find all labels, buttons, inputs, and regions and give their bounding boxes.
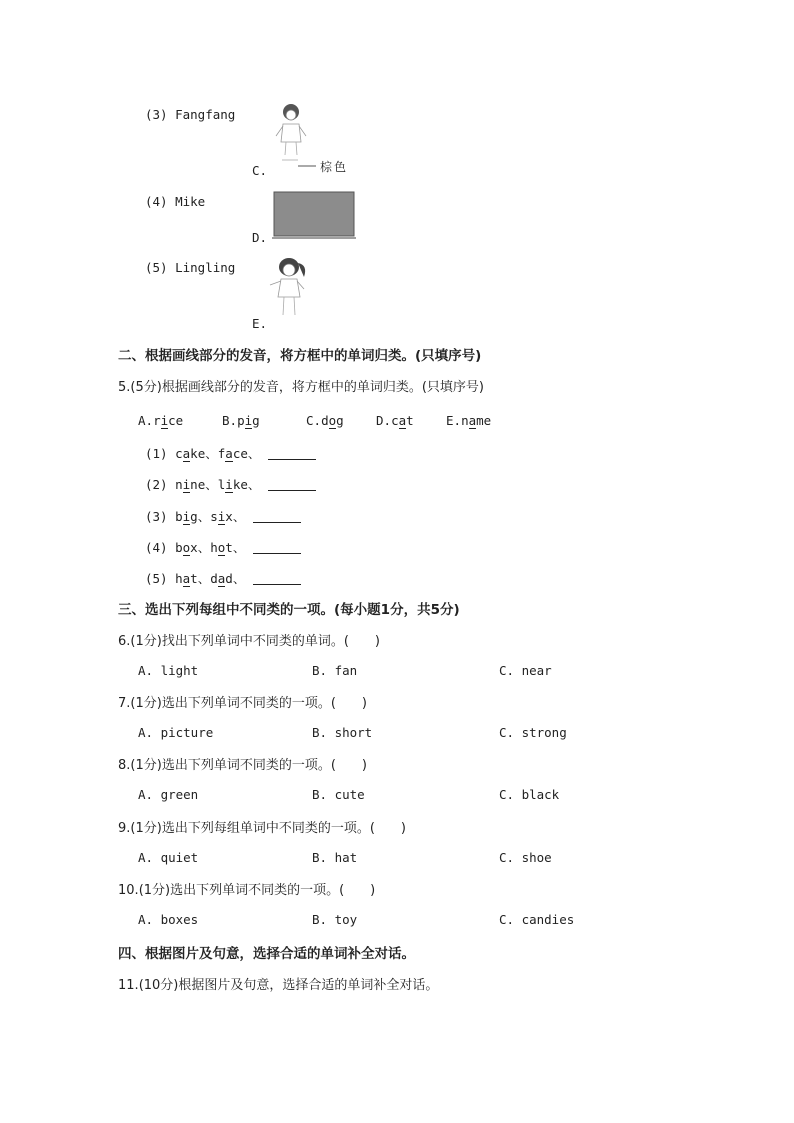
word-part: p xyxy=(237,413,245,428)
underlined-letter: o xyxy=(328,413,337,428)
question-number: 7. xyxy=(118,696,131,711)
match-item-3 xyxy=(145,107,235,122)
word-part: f xyxy=(217,446,226,461)
word-part: b xyxy=(175,509,183,524)
word-part: ke xyxy=(232,477,248,492)
item-number: (3) xyxy=(145,107,168,122)
section-2-heading: 二、根据画线部分的发音，将方框中的单词归类。(只填序号) xyxy=(118,348,482,364)
word-part: x xyxy=(225,509,233,524)
question-score: (1分) xyxy=(130,696,162,711)
row-number: (5) xyxy=(145,571,168,586)
underlined-letter: a xyxy=(182,571,191,586)
question-11 xyxy=(118,974,438,993)
choice-c[interactable]: C. black xyxy=(499,787,560,802)
question-text: 选出下列单词不同类的一项。( ) xyxy=(170,883,376,898)
question-score: (5分) xyxy=(130,380,162,395)
choice-b[interactable]: B. hat xyxy=(312,850,358,865)
underlined-letter: i xyxy=(244,413,253,428)
option-letter-d: D. xyxy=(252,230,268,245)
answer-blank[interactable] xyxy=(253,509,301,523)
choice-b[interactable]: B. cute xyxy=(312,787,365,802)
separator: 、 xyxy=(197,509,211,524)
row-number: (2) xyxy=(145,477,168,492)
row-number: (4) xyxy=(145,540,168,555)
choice-c[interactable]: C. shoe xyxy=(499,850,552,865)
word-part: r xyxy=(153,413,161,428)
separator: 、 xyxy=(247,446,261,461)
choice-a[interactable]: A. boxes xyxy=(138,912,199,927)
question-number: 9. xyxy=(118,821,131,836)
word-option-a xyxy=(138,413,183,428)
word-part: t xyxy=(225,540,233,555)
question-10 xyxy=(118,879,375,898)
choice-a[interactable]: A. green xyxy=(138,787,199,802)
item-number: (4) xyxy=(145,194,168,209)
option-label: E. xyxy=(446,413,462,428)
word-part: n xyxy=(461,413,469,428)
color-label: 棕色 xyxy=(320,160,349,174)
underlined-letter: a xyxy=(225,446,233,461)
word-part: b xyxy=(175,540,183,555)
row-number: (1) xyxy=(145,446,168,461)
classify-row-5 xyxy=(145,569,301,587)
underlined-letter: o xyxy=(182,540,191,555)
word-part: g xyxy=(336,413,344,428)
choice-c[interactable]: C. strong xyxy=(499,725,567,740)
classify-row-1 xyxy=(145,444,316,462)
classify-row-2 xyxy=(145,475,316,493)
word-part: c xyxy=(175,446,183,461)
word-part: t xyxy=(190,571,198,586)
word-part: d xyxy=(225,571,233,586)
separator: 、 xyxy=(197,571,211,586)
word-part: me xyxy=(476,413,492,428)
question-text: 选出下列每组单词中不同类的一项。( ) xyxy=(161,821,406,836)
choice-b[interactable]: B. short xyxy=(312,725,373,740)
section-3-heading: 三、选出下列每组中不同类的一项。(每小题1分，共5分) xyxy=(118,602,460,618)
word-part: g xyxy=(190,509,198,524)
row-number: (3) xyxy=(145,509,168,524)
question-score: (10分) xyxy=(138,978,179,993)
word-part: ce xyxy=(232,446,248,461)
word-part: ne xyxy=(190,477,206,492)
word-part: g xyxy=(252,413,260,428)
question-7 xyxy=(118,692,367,711)
grey-board-illustration xyxy=(270,190,360,242)
word-option-d xyxy=(376,413,414,428)
answer-blank[interactable] xyxy=(253,571,301,585)
question-text: 找出下列单词中不同类的单词。( ) xyxy=(161,634,380,649)
girl-ponytails-illustration xyxy=(264,253,314,323)
separator: 、 xyxy=(205,446,218,461)
choice-a[interactable]: A. quiet xyxy=(138,850,199,865)
choice-b[interactable]: B. toy xyxy=(312,912,358,927)
question-number: 11. xyxy=(118,978,139,993)
question-8 xyxy=(118,754,367,773)
item-name: Lingling xyxy=(175,260,236,275)
question-number: 6. xyxy=(118,634,131,649)
word-part: ke xyxy=(190,446,206,461)
word-part: n xyxy=(175,477,183,492)
word-option-b xyxy=(222,413,260,428)
word-part: x xyxy=(190,540,198,555)
option-label: C. xyxy=(306,413,322,428)
underlined-letter: i xyxy=(225,477,233,492)
item-number: (5) xyxy=(145,260,168,275)
word-option-c xyxy=(306,413,344,428)
question-9 xyxy=(118,817,406,836)
question-score: (1分) xyxy=(138,883,171,898)
question-score: (1分) xyxy=(130,758,162,773)
answer-blank[interactable] xyxy=(268,446,316,460)
word-part: t xyxy=(406,413,414,428)
section-4-heading: 四、根据图片及句意，选择合适的单词补全对话。 xyxy=(118,946,415,962)
separator: 、 xyxy=(232,509,246,524)
word-part: h xyxy=(175,571,183,586)
underlined-letter: a xyxy=(398,413,407,428)
question-score: (1分) xyxy=(130,634,162,649)
choice-c[interactable]: C. near xyxy=(499,663,552,678)
question-text: 选出下列单词不同类的一项。( ) xyxy=(161,696,367,711)
option-letter-e: E. xyxy=(252,316,268,331)
question-6 xyxy=(118,630,380,649)
answer-blank[interactable] xyxy=(268,477,316,491)
choice-a[interactable]: A. light xyxy=(138,663,199,678)
word-part: l xyxy=(217,477,226,492)
underlined-letter: i xyxy=(160,413,169,428)
question-number: 5. xyxy=(118,380,131,395)
item-name: Mike xyxy=(175,194,206,209)
question-number: 8. xyxy=(118,758,131,773)
underlined-letter: i xyxy=(217,509,226,524)
word-part: ce xyxy=(168,413,184,428)
word-part: c xyxy=(391,413,399,428)
option-letter-c: C. xyxy=(252,163,268,178)
separator: 、 xyxy=(205,477,218,492)
separator: 、 xyxy=(232,571,246,586)
underlined-letter: a xyxy=(217,571,226,586)
word-part: s xyxy=(210,509,218,524)
option-label: D. xyxy=(376,413,392,428)
word-option-e xyxy=(446,413,491,428)
underlined-letter: a xyxy=(182,446,191,461)
option-label: B. xyxy=(222,413,238,428)
underlined-letter: i xyxy=(182,509,191,524)
match-item-5 xyxy=(145,260,235,275)
question-score: (1分) xyxy=(130,821,162,836)
classify-row-4 xyxy=(145,538,301,556)
choice-a[interactable]: A. picture xyxy=(138,725,214,740)
underlined-letter: i xyxy=(182,477,191,492)
answer-blank[interactable] xyxy=(253,540,301,554)
word-part: h xyxy=(210,540,218,555)
question-text: 根据画线部分的发音，将方框中的单词归类。(只填序号) xyxy=(161,380,484,395)
option-label: A. xyxy=(138,413,154,428)
question-5 xyxy=(118,376,484,395)
match-item-4 xyxy=(145,194,205,209)
classify-row-3 xyxy=(145,507,301,525)
question-number: 10. xyxy=(118,883,139,898)
underlined-letter: a xyxy=(468,413,477,428)
separator: 、 xyxy=(232,540,246,555)
item-name: Fangfang xyxy=(175,107,236,122)
word-part: d xyxy=(210,571,218,586)
question-text: 根据图片及句意，选择合适的单词补全对话。 xyxy=(178,978,439,993)
choice-b[interactable]: B. fan xyxy=(312,663,358,678)
choice-c[interactable]: C. candies xyxy=(499,912,575,927)
separator: 、 xyxy=(197,540,211,555)
question-text: 选出下列单词不同类的一项。( ) xyxy=(161,758,367,773)
separator: 、 xyxy=(247,477,261,492)
underlined-letter: o xyxy=(217,540,226,555)
word-part: d xyxy=(321,413,329,428)
